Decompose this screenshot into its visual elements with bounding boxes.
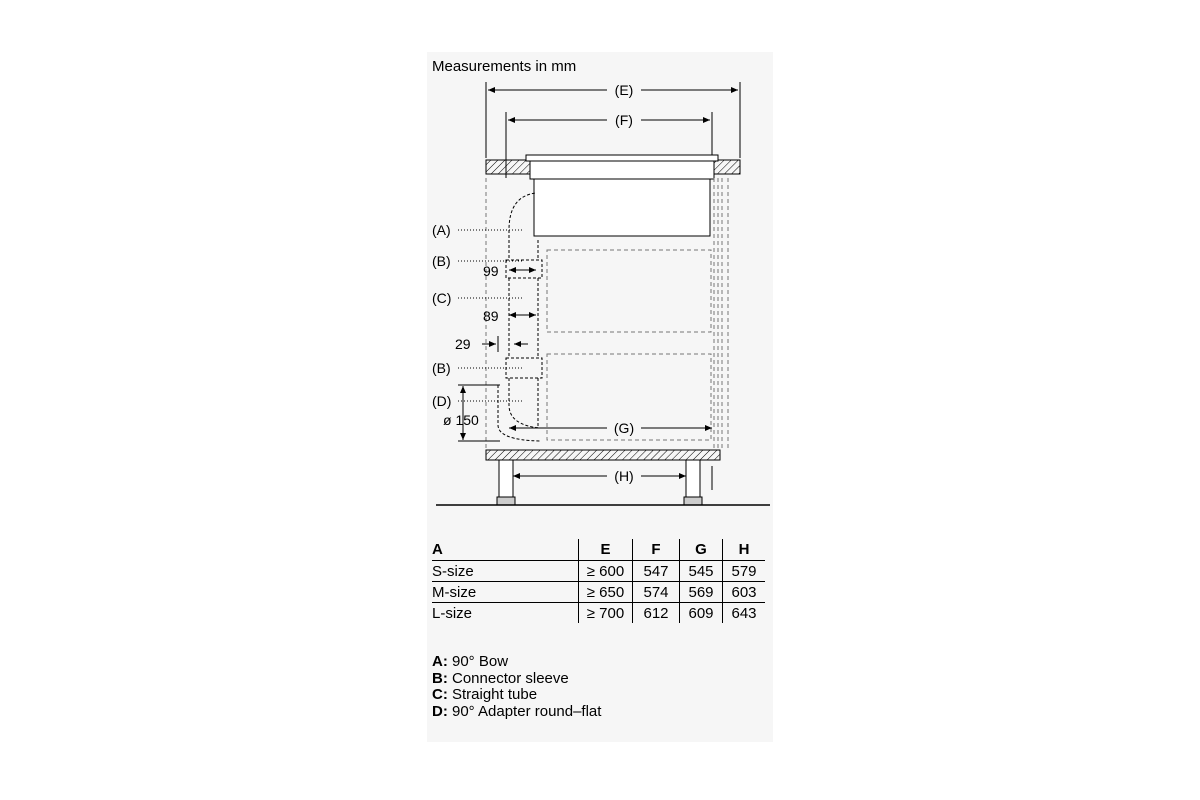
col-header: A <box>432 541 443 558</box>
legend-item: A: 90° Bow <box>432 653 509 670</box>
cell: 569 <box>680 582 723 603</box>
cell: 579 <box>723 561 766 582</box>
legend-item: D: 90° Adapter round–flat <box>432 702 602 720</box>
parts-legend <box>432 654 601 720</box>
label-g: (G) <box>613 420 635 436</box>
label-a: (A) <box>432 222 451 238</box>
dimension-g <box>509 420 712 436</box>
label-b-lower: (B) <box>432 360 451 376</box>
cell: ≥ 650 <box>579 582 633 603</box>
table-row <box>432 561 765 582</box>
label-c: (C) <box>432 290 452 306</box>
cell: 643 <box>723 603 766 624</box>
legend-item: B: Connector sleeve <box>432 669 569 687</box>
cell: M-size <box>432 582 579 603</box>
label-d: (D) <box>432 393 452 409</box>
legend-item: C: Straight tube <box>432 686 538 703</box>
table-header-row <box>432 539 765 561</box>
small-dimensions <box>443 263 536 441</box>
cell: ≥ 700 <box>579 603 633 624</box>
col-header: E <box>579 539 633 561</box>
dim-150: ø 150 <box>443 412 479 428</box>
col-header: G <box>680 539 723 561</box>
col-header: F <box>633 539 680 561</box>
cell: 545 <box>680 561 723 582</box>
cabinet-legs <box>497 460 702 505</box>
cell: 612 <box>633 603 680 624</box>
table-row <box>432 582 765 603</box>
label-b-upper: (B) <box>432 253 451 269</box>
col-header: H <box>723 539 766 561</box>
cell: 574 <box>633 582 680 603</box>
cell: 603 <box>723 582 766 603</box>
cell: 609 <box>680 603 723 624</box>
dimension-h <box>513 466 712 490</box>
cell: 547 <box>633 561 680 582</box>
measurements-title: Measurements in mm <box>432 58 577 75</box>
label-f: (F) <box>615 112 633 128</box>
base-shelf <box>486 450 720 460</box>
cell: S-size <box>432 561 579 582</box>
label-h: (H) <box>614 468 634 484</box>
label-e: (E) <box>614 82 634 98</box>
dimensions-table <box>432 539 765 623</box>
table-row <box>432 603 765 624</box>
cooktop <box>526 155 718 236</box>
dim-89: 89 <box>483 308 499 324</box>
cell: L-size <box>432 603 579 624</box>
dim-99: 99 <box>483 263 499 279</box>
cell: ≥ 600 <box>579 561 633 582</box>
dim-29: 29 <box>455 336 471 352</box>
